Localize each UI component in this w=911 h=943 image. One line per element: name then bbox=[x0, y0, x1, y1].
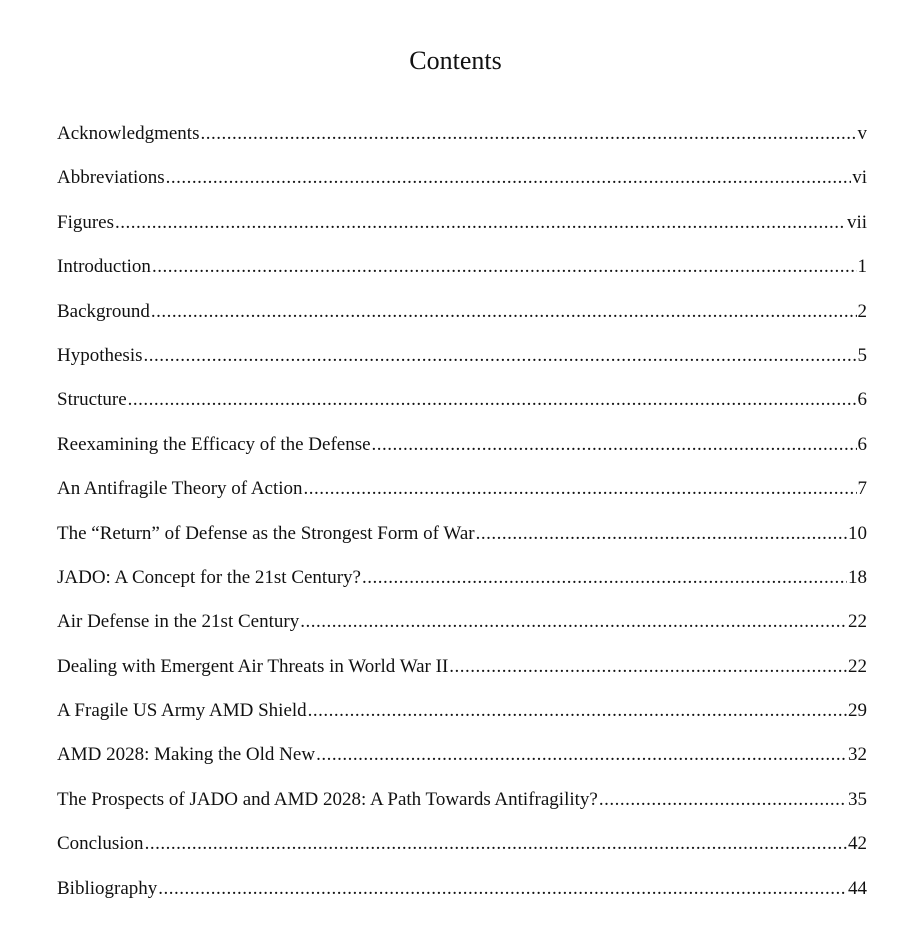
toc-dot-leader bbox=[304, 473, 857, 505]
toc-entry-page-number: vii bbox=[846, 211, 867, 233]
toc-entry-page-number: 7 bbox=[857, 478, 867, 500]
toc-dot-leader bbox=[144, 340, 857, 372]
toc-entry-label: Reexamining the Efficacy of the Defense bbox=[57, 433, 371, 455]
toc-entry[interactable] bbox=[57, 518, 867, 562]
toc-entry-page-number: 2 bbox=[857, 300, 867, 322]
toc-entry[interactable] bbox=[57, 562, 867, 606]
toc-entry-label: Figures bbox=[57, 211, 114, 233]
toc-dot-leader bbox=[308, 695, 847, 727]
toc-dot-leader bbox=[158, 873, 847, 905]
toc-dot-leader bbox=[166, 162, 852, 194]
toc-entry-label: Abbreviations bbox=[57, 167, 165, 189]
toc-entry-label: Background bbox=[57, 300, 150, 322]
toc-entry[interactable] bbox=[57, 695, 867, 739]
toc-entry-page-number: 18 bbox=[848, 566, 867, 588]
toc-dot-leader bbox=[599, 784, 847, 816]
toc-entry-page-number: 29 bbox=[848, 700, 867, 722]
toc-entry[interactable] bbox=[57, 651, 867, 695]
toc-entry-page-number: 44 bbox=[848, 877, 867, 899]
toc-entry-label: Acknowledgments bbox=[57, 123, 200, 144]
toc-dot-leader bbox=[128, 384, 857, 416]
toc-entry-page-number: 35 bbox=[848, 788, 867, 810]
toc-entry-label: A Fragile US Army AMD Shield bbox=[57, 700, 307, 722]
toc-entry-page-number: 10 bbox=[848, 522, 867, 544]
toc-entry[interactable] bbox=[57, 873, 867, 917]
toc-dot-leader bbox=[145, 828, 847, 860]
toc-entry[interactable] bbox=[57, 606, 867, 650]
toc-entry[interactable] bbox=[57, 473, 867, 517]
toc-entry-label: Bibliography bbox=[57, 877, 158, 899]
toc-dot-leader bbox=[151, 296, 857, 328]
toc-entry[interactable] bbox=[57, 251, 867, 295]
toc-entry-page-number: vi bbox=[852, 167, 867, 189]
toc-entry[interactable] bbox=[57, 784, 867, 828]
toc-entry-page-number: 42 bbox=[848, 833, 867, 855]
toc-entry-page-number: 5 bbox=[857, 344, 867, 366]
toc-entry-label: The “Return” of Defense as the Strongest Form of War bbox=[57, 522, 475, 544]
toc-entry-label: Structure bbox=[57, 389, 127, 411]
toc-entry[interactable] bbox=[57, 340, 867, 384]
toc-entry-label: Introduction bbox=[57, 256, 151, 278]
toc-entry[interactable] bbox=[57, 296, 867, 340]
toc-dot-leader bbox=[372, 429, 857, 461]
toc-entry-page-number: 6 bbox=[857, 389, 867, 411]
toc-entry-page-number: 22 bbox=[848, 655, 867, 677]
toc-entry[interactable] bbox=[57, 739, 867, 783]
toc-entry[interactable] bbox=[57, 118, 867, 162]
toc-entry-page-number: 1 bbox=[857, 256, 867, 278]
toc-dot-leader bbox=[300, 606, 847, 638]
toc-dot-leader bbox=[200, 118, 856, 150]
toc-dot-leader bbox=[115, 207, 846, 239]
toc-entry-page-number: 6 bbox=[857, 433, 867, 455]
toc-dot-leader bbox=[476, 518, 847, 550]
toc-entry-label: AMD 2028: Making the Old New bbox=[57, 744, 316, 766]
toc-entry-label: An Antifragile Theory of Action bbox=[57, 478, 303, 500]
toc-dot-leader bbox=[316, 739, 847, 771]
toc-entry-page-number: 22 bbox=[848, 611, 867, 633]
toc-entry-label: The Prospects of JADO and AMD 2028: A Path Towards Antifragility? bbox=[57, 788, 598, 810]
toc-dot-leader bbox=[152, 251, 857, 283]
toc-dot-leader bbox=[449, 651, 847, 683]
toc-entry[interactable] bbox=[57, 207, 867, 251]
toc-entry-label: Air Defense in the 21st Century bbox=[57, 611, 300, 633]
toc-entry[interactable] bbox=[57, 828, 867, 872]
toc-entry-label: Hypothesis bbox=[57, 344, 143, 366]
toc-entry-page-number: v bbox=[857, 123, 867, 144]
toc-dot-leader bbox=[362, 562, 847, 594]
toc-entry[interactable] bbox=[57, 429, 867, 473]
toc-entry-page-number: 32 bbox=[848, 744, 867, 766]
toc-entry[interactable] bbox=[57, 162, 867, 206]
page-title: Contents bbox=[409, 46, 502, 75]
toc-entry[interactable] bbox=[57, 384, 867, 428]
table-of-contents bbox=[57, 118, 867, 917]
toc-entry-label: Dealing with Emergent Air Threats in World War II bbox=[57, 655, 449, 677]
toc-entry-label: JADO: A Concept for the 21st Century? bbox=[57, 566, 361, 588]
toc-entry-label: Conclusion bbox=[57, 833, 144, 855]
